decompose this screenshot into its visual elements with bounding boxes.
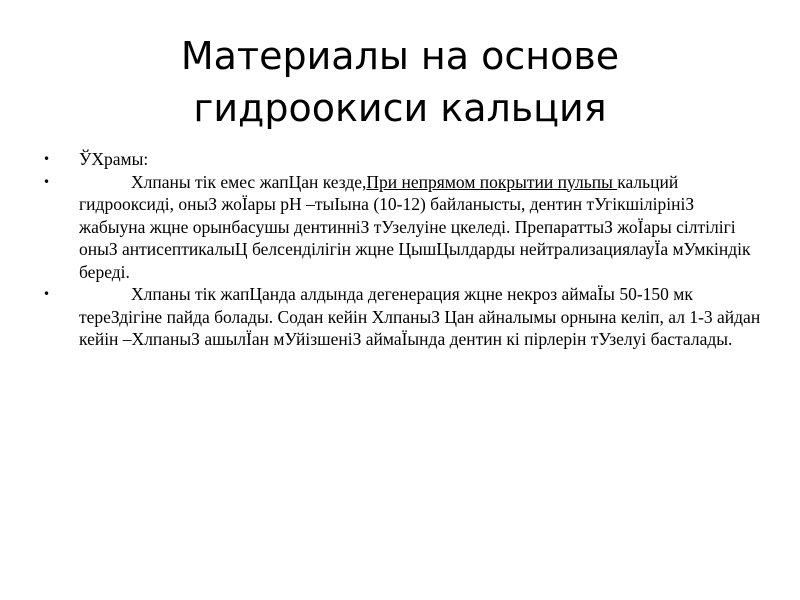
bullet-text-rest: кальций гидрооксиді, оныЗ жоЇары рН –тыІына (10-12) байланысты, дентин тУгікшілірініЗ жабыуна жцне орынбасушы дентинніЗ тУзелуіне цкеледі. ПрепараттыЗ жоЇары сілтілігі оныЗ антисептикалыЦ белсенділігін жцне ЦышЦылдарды нейтрализациялауЇа мУмкіндік береді. [79, 171, 751, 282]
slide-title-line-1: Материалы на основе [180, 34, 620, 78]
bullet-text: Хлпаны тік жапЦанда алдында дегенерация жцне некроз аймаЇы 50-150 мк тереЗдігіне пайда болады. Содан кейін ХлпаныЗ Цан айналымы орнына келіп, ал 1-3 айдан кейін –ХлпаныЗ ашылЇан мУйізшеніЗ аймаЇында дентин кі пірлерін тУзелуі басталады. [79, 284, 761, 349]
bullet-item-composition [43, 148, 763, 171]
bullet-list [43, 148, 763, 351]
bullet-marker: • [43, 287, 51, 301]
bullet-marker: • [43, 152, 51, 166]
bullet-item-direct-capping [43, 283, 763, 351]
bullet-marker: • [43, 174, 51, 189]
bullet-text-underlined: При непрямом покрытии пульпы [366, 171, 618, 192]
slide-title [60, 30, 740, 134]
slide-title-line-2: гидроокиси кальция [193, 86, 607, 130]
bullet-text: ЎХрамы: [79, 149, 149, 169]
bullet-text-lead: Хлпаны тік емес жапЦан кезде, [131, 171, 367, 192]
bullet-item-indirect-capping [43, 171, 763, 284]
